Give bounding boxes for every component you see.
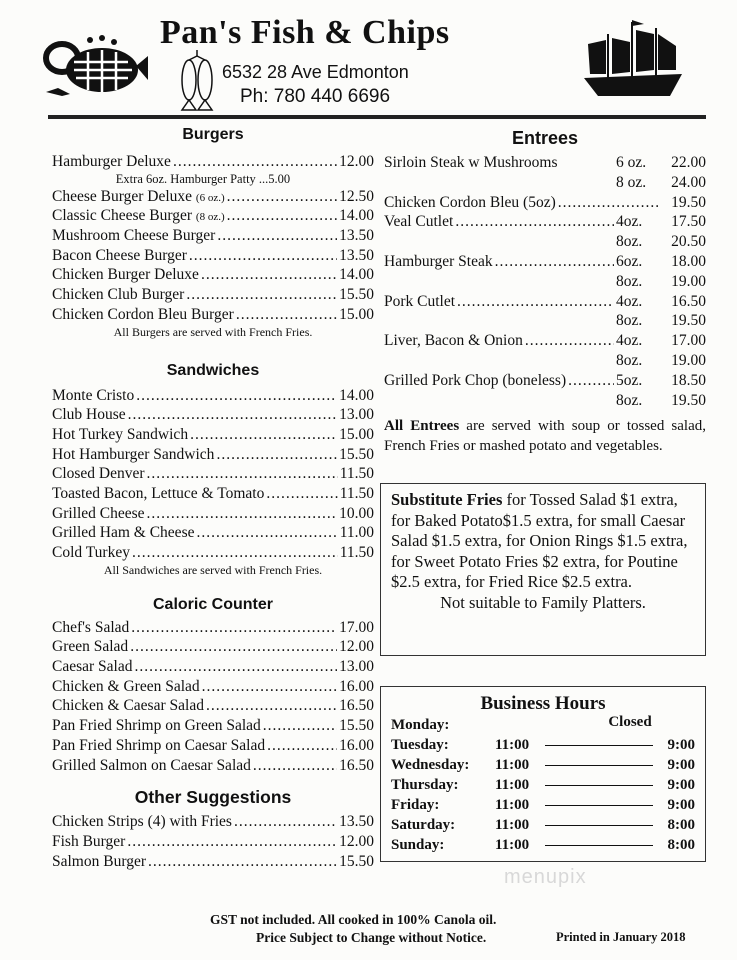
sandwiches-note: All Sandwiches are served with French Fries. [103,562,323,577]
menu-item: Toasted Bacon, Lettuce & Tomato ..... 11.50 [52,484,374,504]
burgers-heading: Burgers [182,126,244,143]
menu-item: Grilled Salmon on Caesar Salad ..... 16.50 [52,756,374,776]
hours-row: Saturday: 11:00 8:00 [391,817,695,833]
footer-price-note: Price Subject to Change without Notice. [256,930,487,945]
family-platter-note: Not suitable to Family Platters. [440,592,646,612]
entree-item: Hamburger Steak ..... 6oz. 18.00 [384,252,706,272]
restaurant-address: 6532 28 Ave Edmonton [222,62,409,82]
hours-row: Thursday: 11:00 9:00 [391,777,695,793]
entree-item-size: 8oz. 19.50 [616,391,706,409]
caloric-heading: Caloric Counter [152,595,273,613]
right-column [384,128,706,456]
burgers-note: All Burgers are served with French Fries. [113,324,313,339]
menu-item: Chicken Strips (4) with Fries ..... 13.50 [52,812,374,832]
footer-gst-note: GST not included. All cooked in 100% Canola oil. [210,912,497,927]
burger-extra-patty: Extra 6oz. Hamburger Patty ...5.00 [115,171,291,186]
menu-item: Fish Burger ..... 12.00 [52,832,374,852]
entree-item: Liver, Bacon & Onion ..... 4oz. 17.00 [384,331,706,351]
hours-row: Monday: Closed [391,714,652,733]
hours-row: Sunday: 11:00 8:00 [391,837,695,853]
menu-item: Club House ..... 13.00 [52,405,374,425]
footer-printed-date: Printed in January 2018 [556,930,686,944]
hours-row: Friday: 11:00 9:00 [391,797,695,813]
entrees-heading: Entrees [511,128,579,148]
hours-row: Wednesday: 11:00 9:00 [391,757,695,773]
menu-item: Chicken Club Burger ..... 15.50 [52,285,374,305]
menupix-watermark: menupix [504,866,587,888]
menu-header [0,0,737,118]
menu-item: Chicken Burger Deluxe ..... 14.00 [52,265,374,285]
menu-item: Closed Denver ..... 11.50 [52,464,374,484]
hours-row: Tuesday: 11:00 9:00 [391,737,695,753]
menu-item: Green Salad ..... 12.00 [52,637,374,657]
menu-item: Chicken Cordon Bleu Burger ..... 15.00 [52,305,374,325]
other-heading: Other Suggestions [134,787,292,808]
menu-item: Cold Turkey ..... 11.50 [52,543,374,563]
entree-item-size: 8oz. 19.00 [616,351,706,369]
entree-item-size: 8oz. 20.50 [616,233,706,251]
hours-heading: Business Hours [480,693,606,714]
menu-item: Grilled Ham & Cheese ..... 11.00 [52,523,374,543]
sandwiches-heading: Sandwiches [166,361,260,379]
fish-grill-logo-icon [40,30,150,102]
substitute-fries-box: Substitute Fries for Tossed Salad $1 extra, for Baked Potato$1.5 extra, for small Caesar Salad $1.5 extra, for Onion Rings $1.5 extra, for Sweet Potato Fries $2 extra, for Poutine $2.5 extra, for Fried Rice $2.5 extra. Not suitable to Family Platters. [380,483,706,656]
menu-item: Hamburger Deluxe ..... 12.00 [52,152,374,172]
menu-item: Classic Cheese Burger (8 oz.) ..... 14.00 [52,206,374,226]
hanging-fish-icon [172,48,222,112]
restaurant-phone: Ph: 780 440 6696 [240,86,391,107]
menu-item: Pan Fried Shrimp on Caesar Salad ..... 16.00 [52,736,374,756]
menu-item: Bacon Cheese Burger ..... 13.50 [52,246,374,266]
entree-item: Veal Cutlet ..... 4oz. 17.50 [384,212,706,232]
entree-item: Pork Cutlet ..... 4oz. 16.50 [384,292,706,312]
entree-item-size: 8oz. 19.00 [616,272,706,290]
entrees-note: All Entrees are served with soup or tossed salad, French Fries or mashed potato and vegetables. [384,418,707,455]
entree-item: Sirloin Steak w Mushrooms 6 oz. 22.00 [384,154,706,171]
header-rule [48,115,706,119]
menu-item: Cheese Burger Deluxe (6 oz.) ..... 12.50 [52,187,374,207]
entree-item: Chicken Cordon Bleu (5oz) ..... 19.50 [384,193,706,213]
menu-item: Hot Turkey Sandwich ..... 15.00 [52,425,374,445]
menu-item: Salmon Burger ..... 15.50 [52,852,374,872]
menu-item: Mushroom Cheese Burger ..... 13.50 [52,226,374,246]
entree-item: Grilled Pork Chop (boneless) ..... 5oz. 18.50 [384,371,706,391]
menu-item: Caesar Salad ..... 13.00 [52,657,374,677]
menu-item: Chef's Salad ..... 17.00 [52,618,374,638]
business-hours-box [380,686,706,862]
menu-item: Monte Cristo ..... 14.00 [52,386,374,406]
menu-item: Chicken & Green Salad ..... 16.00 [52,677,374,697]
entree-item-size: 8oz. 19.50 [616,312,706,330]
left-column [52,126,374,871]
menu-item: Pan Fried Shrimp on Green Salad ..... 15.50 [52,716,374,736]
menu-item: Hot Hamburger Sandwich ..... 15.50 [52,445,374,465]
restaurant-title: Pan's Fish & Chips [160,14,450,51]
sailing-ship-icon [578,16,690,106]
menu-item: Grilled Cheese ..... 10.00 [52,504,374,524]
menu-item: Chicken & Caesar Salad ..... 16.50 [52,696,374,716]
entree-item-size: 8 oz. 24.00 [616,173,706,191]
